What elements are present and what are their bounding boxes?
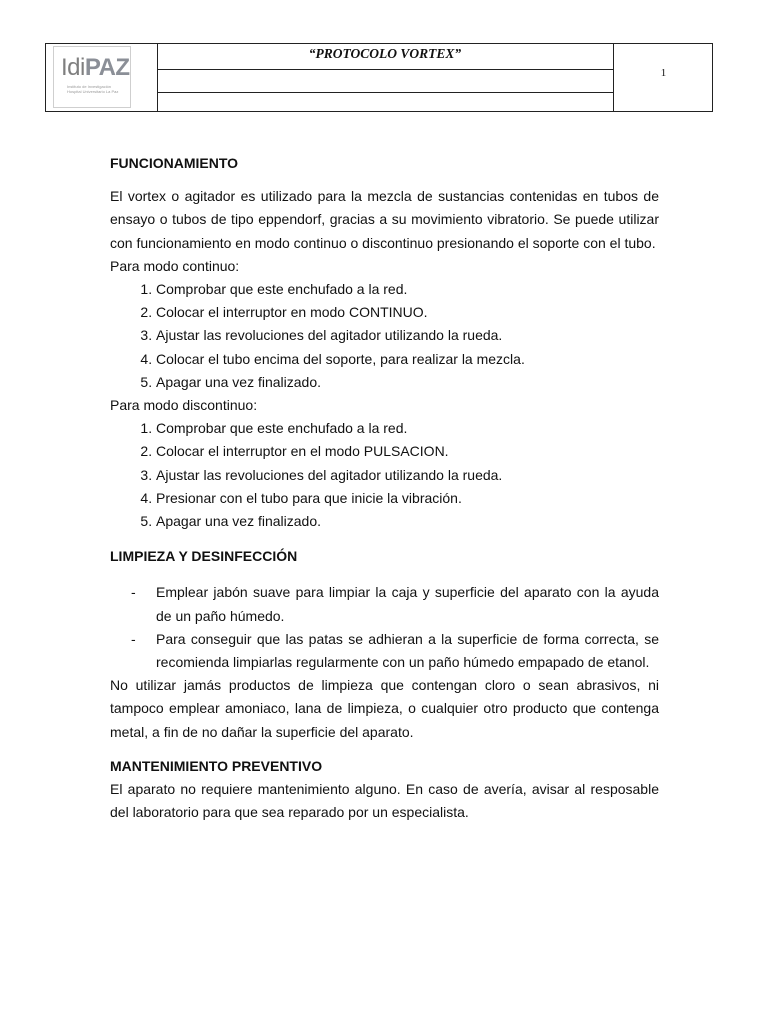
list-item: 1. Comprobar que este enchufado a la red. — [156, 278, 659, 301]
section-heading-limpieza: LIMPIEZA Y DESINFECCIÓN — [110, 548, 298, 565]
list-item: 2. Colocar el interruptor en el modo PULSACION. — [156, 440, 659, 463]
logo-wordmark — [61, 56, 130, 80]
list-item: 3. Ajustar las revoluciones del agitador utilizando la rueda. — [156, 324, 659, 347]
limpieza-note: No utilizar jamás productos de limpieza que contengan cloro o sean abrasivos, ni tampoco emplear amoniaco, lana de limpieza, o cualquier otro producto que contenga metal, a fin de no dañar la superficie del aparato. — [110, 677, 659, 740]
bullet-text: Emplear jabón suave para limpiar la caja y superficie del aparato con la ayuda de un paño húmedo. — [156, 584, 659, 624]
mantenimiento-text: El aparato no requiere mantenimiento alguno. En caso de avería, avisar al resposable del laboratorio para que sea reparado por un especialista. — [110, 781, 659, 821]
idipaz-logo — [53, 46, 131, 108]
document-title: “PROTOCOLO VORTEX” — [308, 46, 462, 61]
logo-paz: PAZ — [84, 54, 130, 81]
bullet-text: Para conseguir que las patas se adhieran a la superficie de forma correcta, se recomienda limpiarlas regularmente con un paño húmedo empapado de etanol. — [156, 630, 659, 671]
document-header — [45, 43, 713, 112]
page-number: 1 — [660, 67, 667, 79]
section-heading-funcionamiento: FUNCIONAMIENTO — [110, 155, 239, 171]
list-item: 4. Colocar el tubo encima del soporte, para realizar la mezcla. — [156, 348, 659, 371]
dash-bullet: - — [131, 630, 136, 647]
page-number-cell — [613, 44, 713, 111]
list-item — [110, 581, 659, 627]
continuo-steps — [110, 278, 659, 394]
list-item — [110, 628, 659, 674]
list-item: 5. Apagar una vez finalizado. — [156, 510, 659, 533]
discontinuo-steps — [110, 417, 659, 533]
funcionamiento-intro: El vortex o agitador es utilizado para la mezcla de sustancias contenidas en tubos de ensayo o tubos de tipo eppendorf, gracias a su movimiento vibratorio. Se puede utilizar con funcionamiento en modo continuo o discontinuo presionando el soporte con el tubo. — [110, 188, 659, 251]
header-row-2 — [157, 70, 613, 93]
continuo-label: Para modo continuo: — [110, 257, 240, 274]
limpieza-bullets — [110, 581, 659, 674]
discontinuo-label: Para modo discontinuo: — [110, 397, 258, 414]
header-row-3 — [157, 93, 613, 111]
list-item: 2. Colocar el interruptor en modo CONTINUO. — [156, 301, 659, 324]
list-item: 4. Presionar con el tubo para que inicie la vibración. — [156, 487, 659, 510]
list-item: 5. Apagar una vez finalizado. — [156, 371, 659, 394]
section-heading-mantenimiento: MANTENIMIENTO PREVENTIVO — [110, 757, 323, 774]
header-title-row — [157, 44, 613, 70]
list-item: 1. Comprobar que este enchufado a la red. — [156, 417, 659, 440]
document-body — [110, 152, 659, 824]
logo-subtitle: Instituto de Investigación Hospital Universitario La Paz — [67, 84, 119, 94]
logo-cell — [46, 44, 158, 111]
list-item: 3. Ajustar las revoluciones del agitador utilizando la rueda. — [156, 464, 659, 487]
dash-bullet: - — [131, 584, 136, 601]
logo-idi: Idi — [61, 54, 85, 81]
